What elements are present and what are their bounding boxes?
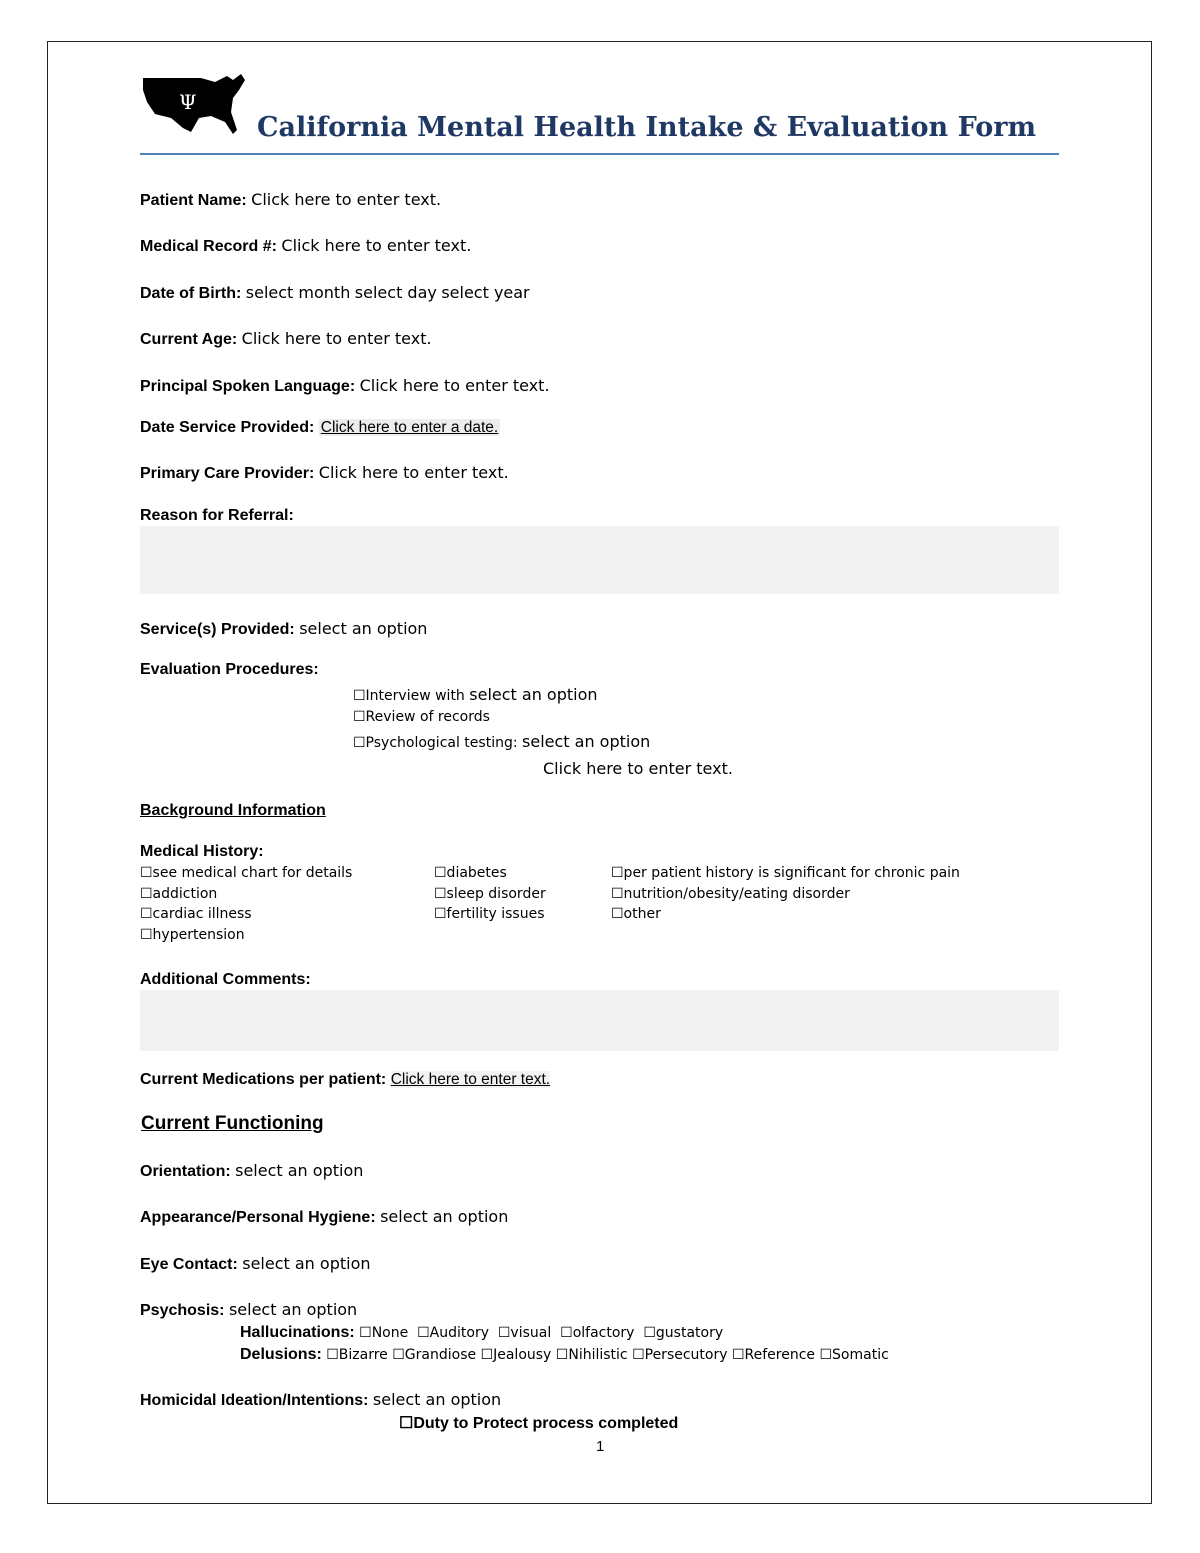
date-service-picker[interactable]: Click here to enter a date. — [320, 419, 499, 436]
hallucination-option[interactable]: ☐Auditory — [417, 1325, 489, 1341]
eye-contact-row — [140, 1254, 371, 1274]
additional-comments-textarea[interactable] — [140, 990, 1059, 1051]
reason-referral-textarea[interactable] — [140, 526, 1059, 594]
duty-to-protect-checkbox[interactable]: ☐Duty to Protect process completed — [399, 1415, 679, 1432]
orientation-label: Orientation: — [140, 1163, 231, 1180]
delusion-option[interactable]: ☐Persecutory — [632, 1347, 728, 1363]
eye-contact-select[interactable]: select an option — [242, 1254, 371, 1273]
appearance-select[interactable]: select an option — [380, 1207, 509, 1226]
medical-record-row — [140, 236, 471, 256]
current-age-label: Current Age: — [140, 331, 238, 348]
medical-history-col2 — [434, 863, 546, 925]
title-rule — [140, 153, 1059, 155]
medical-history-col3 — [611, 863, 960, 925]
date-service-label: Date Service Provided: — [140, 419, 315, 436]
orientation-row — [140, 1161, 363, 1181]
services-row — [140, 619, 427, 639]
medications-label: Current Medications per patient: — [140, 1071, 387, 1088]
hallucinations-label: Hallucinations: — [240, 1324, 355, 1341]
date-service-row — [140, 419, 500, 437]
history-option[interactable]: ☐cardiac illness — [140, 906, 252, 922]
psychosis-select[interactable]: select an option — [228, 1300, 358, 1319]
appearance-row — [140, 1207, 508, 1227]
services-select[interactable]: select an option — [299, 619, 428, 638]
dob-label: Date of Birth: — [140, 285, 242, 302]
eye-contact-label: Eye Contact: — [140, 1256, 238, 1273]
testing-text-field[interactable]: Click here to enter text. — [543, 759, 733, 778]
testing-row — [353, 732, 650, 752]
delusion-option[interactable]: ☐Reference — [731, 1347, 816, 1363]
delusion-option[interactable]: ☐Somatic — [819, 1347, 889, 1363]
history-option[interactable]: ☐diabetes — [434, 865, 507, 881]
interview-row — [353, 685, 598, 705]
history-option[interactable]: ☐sleep disorder — [434, 885, 546, 902]
primary-care-row — [140, 463, 509, 483]
homicidal-select[interactable]: select an option — [372, 1390, 502, 1409]
review-records-checkbox[interactable]: ☐Review of records — [353, 709, 490, 725]
evaluation-label: Evaluation Procedures: — [140, 661, 319, 678]
patient-name-row — [140, 190, 441, 210]
page-number: 1 — [596, 1438, 605, 1455]
current-age-row — [140, 329, 432, 349]
appearance-label: Appearance/Personal Hygiene: — [140, 1209, 376, 1226]
language-label: Principal Spoken Language: — [140, 378, 356, 395]
homicidal-label: Homicidal Ideation/Intentions: — [140, 1392, 369, 1409]
delusions-row — [240, 1346, 889, 1364]
current-age-field[interactable]: Click here to enter text. — [241, 329, 432, 348]
delusions-label: Delusions: — [240, 1346, 322, 1363]
medications-row — [140, 1071, 550, 1089]
history-option[interactable]: ☐per patient history is significant for chronic pain — [611, 865, 960, 881]
psi-glyph: Ψ — [179, 90, 197, 114]
additional-comments-label: Additional Comments: — [140, 971, 311, 988]
current-functioning-heading: Current Functioning — [141, 1113, 324, 1134]
history-option[interactable]: ☐fertility issues — [434, 906, 545, 922]
background-heading: Background Information — [140, 802, 326, 819]
testing-select[interactable]: select an option — [522, 732, 651, 751]
patient-name-field[interactable]: Click here to enter text. — [251, 190, 442, 209]
delusion-option[interactable]: ☐Bizarre — [326, 1347, 388, 1363]
history-option[interactable]: ☐other — [611, 906, 661, 922]
dob-month-select[interactable]: select month — [245, 283, 351, 302]
hallucination-option[interactable]: ☐olfactory — [560, 1325, 635, 1341]
medical-record-field[interactable]: Click here to enter text. — [281, 236, 472, 255]
services-label: Service(s) Provided: — [140, 621, 295, 638]
history-option[interactable]: ☐addiction — [140, 885, 218, 902]
medical-history-label: Medical History: — [140, 843, 264, 860]
reason-referral-label: Reason for Referral: — [140, 507, 294, 524]
interview-select[interactable]: select an option — [469, 685, 598, 704]
medical-record-label: Medical Record #: — [140, 238, 277, 255]
delusion-option[interactable]: ☐Jealousy — [480, 1347, 552, 1363]
testing-checkbox[interactable]: ☐Psychological testing: — [353, 735, 518, 751]
primary-care-label: Primary Care Provider: — [140, 465, 315, 482]
language-field[interactable]: Click here to enter text. — [359, 376, 550, 395]
form-title: California Mental Health Intake & Evaluation Form — [257, 112, 1037, 143]
hallucinations-row — [240, 1324, 723, 1342]
language-row — [140, 376, 550, 396]
delusion-option[interactable]: ☐Grandiose — [392, 1347, 477, 1363]
hallucination-option[interactable]: ☐visual — [497, 1325, 552, 1341]
history-option[interactable]: ☐see medical chart for details — [140, 865, 353, 881]
history-option[interactable]: ☐nutrition/obesity/eating disorder — [611, 885, 850, 902]
interview-checkbox[interactable]: ☐Interview with — [353, 688, 465, 704]
medications-field[interactable]: Click here to enter text. — [390, 1071, 551, 1088]
patient-name-label: Patient Name: — [140, 192, 247, 209]
psychosis-row — [140, 1300, 357, 1320]
medical-history-col1 — [140, 863, 352, 945]
dob-day-select[interactable]: select day — [354, 283, 437, 302]
psychosis-label: Psychosis: — [140, 1302, 225, 1319]
delusion-option[interactable]: ☐Nihilistic — [555, 1347, 628, 1363]
hallucination-option[interactable]: ☐gustatory — [643, 1325, 724, 1341]
homicidal-row — [140, 1390, 501, 1410]
history-option[interactable]: ☐hypertension — [140, 926, 245, 943]
dob-row — [140, 283, 530, 303]
hallucination-option[interactable]: ☐None — [359, 1325, 409, 1341]
primary-care-field[interactable]: Click here to enter text. — [318, 463, 509, 482]
dob-year-select[interactable]: select year — [441, 283, 530, 302]
orientation-select[interactable]: select an option — [235, 1161, 364, 1180]
